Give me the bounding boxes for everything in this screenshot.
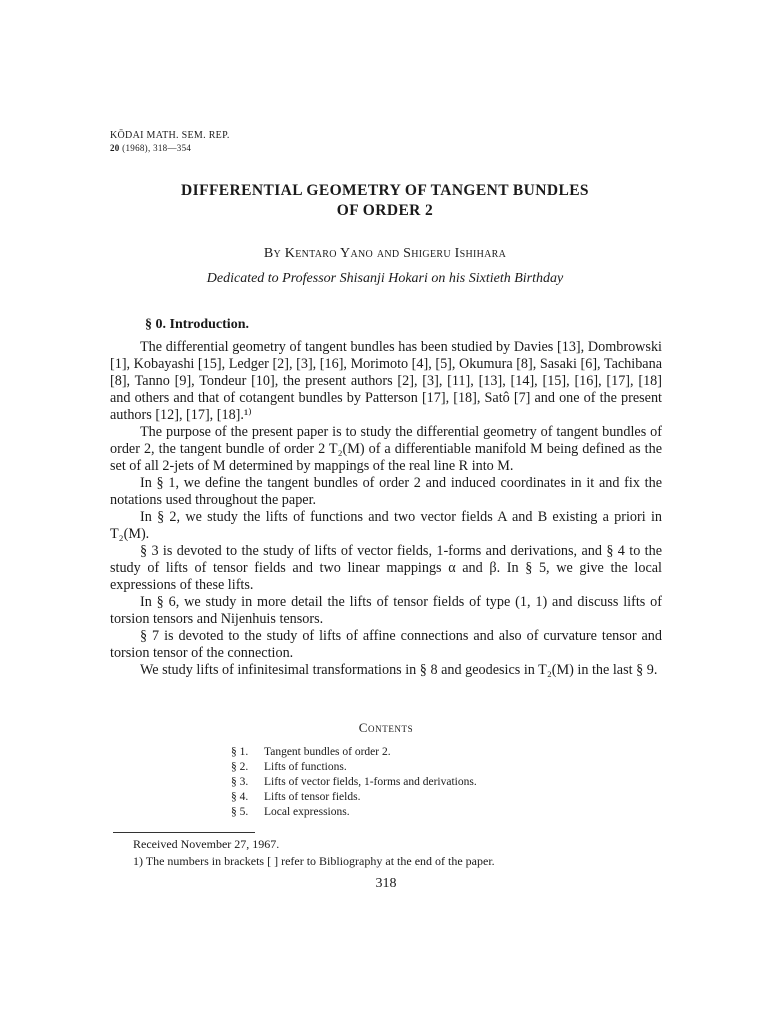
toc-number: § 1. xyxy=(231,746,249,758)
toc-item xyxy=(231,805,477,820)
journal-name: KŌDAI MATH. SEM. REP. xyxy=(110,130,230,141)
paragraph: We study lifts of infinitesimal transformations in § 8 and geodesics in T₂(M) in the last § 9. xyxy=(140,662,658,678)
table-of-contents xyxy=(231,745,477,820)
paragraph: The purpose of the present paper is to study the differential geometry of tangent bundles of order 2, the tangent bundle of order 2 T₂(M) of a differentiable manifold M being defined as the set of all 2-jets of M determined by mappings of the real line R into M. xyxy=(110,424,662,474)
footnote-rule xyxy=(113,832,255,833)
toc-text: Local expressions. xyxy=(264,806,350,818)
author-byline: By Kentaro Yano and Shigeru Ishihara xyxy=(263,246,507,261)
toc-text: Lifts of vector fields, 1-forms and derivations. xyxy=(264,776,477,788)
paragraph: The differential geometry of tangent bundles has been studied by Davies [13], Dombrowski [1], Kobayashi [15], Ledger [2], [3], [16], Morimoto [4], [5], Okumura [8], Sasaki [6], Tachibana [8], Tanno [9], Tondeur [10], the present authors [2], [3], [11], [13], [14], [15], [16], [17], [18] and others and that of cotangent bundles by Patterson [17], [18], Satô [7] and one of the present authors [12], [17], [18].¹⁾ xyxy=(110,339,662,423)
paragraph: § 3 is devoted to the study of lifts of vector fields, 1-forms and derivations, and § 4 to the study of lifts of tensor fields and two linear mappings α and β. In § 5, we give the local expressions of these lifts. xyxy=(110,543,662,593)
volume-number: 20 xyxy=(110,143,120,153)
paragraph: In § 6, we study in more detail the lifts of tensor fields of type (1, 1) and discuss lifts of torsion tensors and Nijenhuis tensors. xyxy=(110,594,662,627)
toc-item xyxy=(231,760,477,775)
toc-number: § 2. xyxy=(231,761,249,773)
paper-title-line-2: OF ORDER 2 xyxy=(336,202,434,219)
paragraph: In § 1, we define the tangent bundles of order 2 and induced coordinates in it and fix the notations used throughout the paper. xyxy=(110,475,662,508)
paper-title-line-1: DIFFERENTIAL GEOMETRY OF TANGENT BUNDLES xyxy=(181,182,589,199)
toc-item xyxy=(231,745,477,760)
section-heading: § 0. Introduction. xyxy=(145,317,249,332)
toc-text: Tangent bundles of order 2. xyxy=(264,746,391,758)
toc-number: § 4. xyxy=(231,791,249,803)
toc-text: Lifts of tensor fields. xyxy=(264,791,361,803)
contents-heading: Contents xyxy=(358,720,414,735)
journal-header xyxy=(110,130,230,154)
paragraph: § 7 is devoted to the study of lifts of affine connections and also of curvature tensor and torsion tensor of the connection. xyxy=(110,628,662,661)
volume-pages: (1968), 318—354 xyxy=(122,143,192,153)
footnote-1: 1) The numbers in brackets [ ] refer to Bibliography at the end of the paper. xyxy=(133,854,495,868)
introduction-body xyxy=(110,339,662,679)
received-date: Received November 27, 1967. xyxy=(133,837,280,851)
footnotes xyxy=(135,836,495,870)
page-number: 318 xyxy=(375,876,397,891)
toc-item xyxy=(231,775,477,790)
toc-item xyxy=(231,790,477,805)
toc-number: § 5. xyxy=(231,806,249,818)
toc-text: Lifts of functions. xyxy=(264,761,347,773)
journal-volume xyxy=(110,142,230,154)
dedication: Dedicated to Professor Shisanji Hokari on his Sixtieth Birthday xyxy=(206,271,564,286)
toc-number: § 3. xyxy=(231,776,249,788)
paragraph: In § 2, we study the lifts of functions and two vector fields A and B existing a priori in T₂(M). xyxy=(110,509,662,542)
